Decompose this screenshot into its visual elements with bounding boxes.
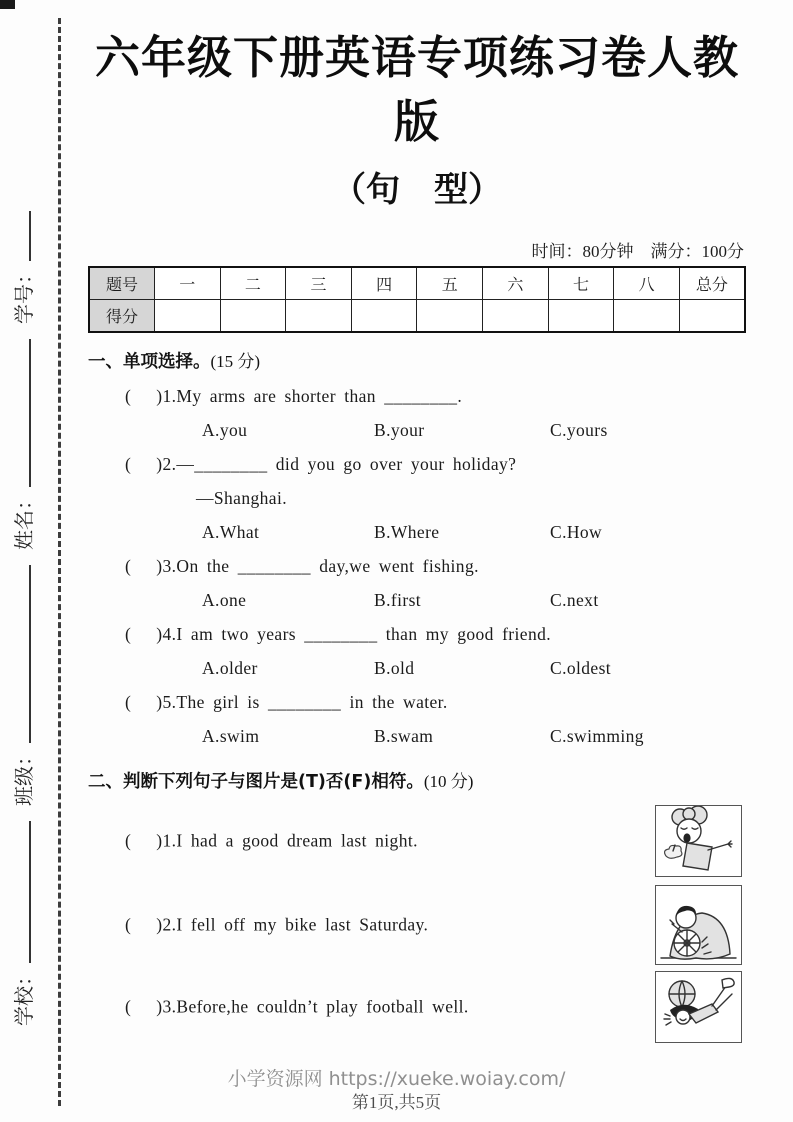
answer-paren-open: ( bbox=[125, 914, 132, 935]
answer-paren-open: ( bbox=[125, 556, 132, 576]
judge-question-1 bbox=[88, 799, 746, 883]
question-line bbox=[88, 379, 746, 413]
score-cell bbox=[417, 300, 483, 333]
section1-points: (15 分) bbox=[210, 352, 261, 371]
score-cell bbox=[679, 300, 745, 333]
mc-question-5 bbox=[88, 685, 746, 753]
yawning-girl-illustration bbox=[655, 805, 742, 877]
option-a: A.What bbox=[202, 522, 260, 542]
page-title: 六年级下册英语专项练习卷人教版 bbox=[94, 33, 739, 147]
bike-fall-illustration bbox=[655, 885, 742, 965]
question-number: 5. bbox=[162, 692, 177, 712]
question-line bbox=[88, 685, 746, 719]
question-line bbox=[88, 617, 746, 651]
col-header-3: 三 bbox=[286, 267, 352, 300]
answer-paren-close: ) bbox=[156, 454, 163, 474]
question-number: 1. bbox=[162, 830, 177, 851]
question-number: 1. bbox=[162, 386, 177, 406]
question-number-label-cell: 题号 bbox=[89, 267, 155, 300]
score-cell bbox=[351, 300, 417, 333]
question-text: —________ did you go over your holiday? bbox=[176, 454, 517, 474]
score-cell bbox=[220, 300, 286, 333]
section1-heading-text: 一、单项选择。 bbox=[88, 352, 211, 372]
class-blank-line bbox=[9, 565, 31, 743]
option-b: B.old bbox=[374, 658, 415, 678]
score-cell bbox=[286, 300, 352, 333]
school-blank-line bbox=[9, 821, 31, 963]
question-text: The girl is ________ in the water. bbox=[176, 692, 448, 712]
student-number-label: 学号： bbox=[14, 264, 36, 324]
score-table bbox=[88, 266, 746, 333]
score-cell bbox=[614, 300, 680, 333]
page-footer bbox=[0, 1066, 793, 1114]
options-row bbox=[88, 515, 746, 549]
answer-paren-close: ) bbox=[156, 996, 163, 1017]
col-header-4: 四 bbox=[351, 267, 417, 300]
name-blank-line bbox=[9, 339, 31, 487]
page-subtitle: （句 型） bbox=[332, 172, 502, 209]
col-header-6: 六 bbox=[483, 267, 549, 300]
options-row bbox=[88, 651, 746, 685]
question-number: 3. bbox=[162, 556, 177, 576]
col-header-7: 七 bbox=[548, 267, 614, 300]
question-text: My arms are shorter than ________. bbox=[176, 386, 463, 406]
time-score-info: 时间：80分钟 满分：100分 bbox=[531, 242, 744, 261]
question-text: I am two years ________ than my good friend. bbox=[176, 624, 552, 644]
score-label-cell: 得分 bbox=[89, 300, 155, 333]
student-info-sidebar bbox=[8, 168, 42, 1062]
question-text: I fell off my bike last Saturday. bbox=[176, 914, 429, 935]
question-line bbox=[88, 831, 418, 852]
basketball-dive-illustration bbox=[655, 971, 742, 1043]
judge-question-2 bbox=[88, 883, 746, 967]
question-text: Before,he couldn’t play football well. bbox=[176, 996, 469, 1017]
options-row bbox=[88, 719, 746, 753]
score-cell bbox=[548, 300, 614, 333]
seal-dashed-line bbox=[58, 18, 61, 1106]
question-number: 4. bbox=[162, 624, 177, 644]
answer-paren-open: ( bbox=[125, 454, 132, 474]
answer-paren-open: ( bbox=[125, 830, 132, 851]
scan-artifact-corner bbox=[0, 0, 15, 9]
option-b: B.your bbox=[374, 420, 425, 440]
question-line bbox=[88, 915, 428, 936]
score-table-header-row bbox=[89, 267, 745, 300]
question-text: I had a good dream last night. bbox=[176, 830, 418, 851]
question-number: 2. bbox=[162, 914, 177, 935]
col-header-8: 八 bbox=[614, 267, 680, 300]
school-label: 学校： bbox=[14, 966, 36, 1026]
option-c: C.yours bbox=[550, 420, 608, 440]
question-number: 2. bbox=[162, 454, 177, 474]
mc-question-1 bbox=[88, 379, 746, 447]
question-text: On the ________ day,we went fishing. bbox=[176, 556, 479, 576]
mc-question-2 bbox=[88, 447, 746, 549]
col-header-1: 一 bbox=[155, 267, 221, 300]
question-line bbox=[88, 447, 746, 481]
mc-question-3 bbox=[88, 549, 746, 617]
source-site-url: 小学资源网 https://xueke.woiay.com/ bbox=[227, 1068, 566, 1090]
score-cell bbox=[155, 300, 221, 333]
score-cell bbox=[483, 300, 549, 333]
answer-paren-open: ( bbox=[125, 624, 132, 644]
option-c: C.swimming bbox=[550, 726, 644, 746]
answer-paren-close: ) bbox=[156, 692, 163, 712]
section2-points: (10 分) bbox=[423, 772, 474, 791]
option-b: B.Where bbox=[374, 522, 440, 542]
answer-paren-close: ) bbox=[156, 830, 163, 851]
answer-paren-open: ( bbox=[125, 692, 132, 712]
answer-paren-close: ) bbox=[156, 556, 163, 576]
option-c: C.How bbox=[550, 522, 603, 542]
section2-heading-text: 二、判断下列句子与图片是(T)否(F)相符。 bbox=[88, 772, 424, 792]
answer-paren-close: ) bbox=[156, 624, 163, 644]
question-line bbox=[88, 549, 746, 583]
judge-question-3 bbox=[88, 967, 746, 1047]
option-b: B.first bbox=[374, 590, 422, 610]
option-c: C.oldest bbox=[550, 658, 612, 678]
score-table-score-row bbox=[89, 300, 745, 333]
option-b: B.swam bbox=[374, 726, 434, 746]
options-row bbox=[88, 583, 746, 617]
col-header-2: 二 bbox=[220, 267, 286, 300]
mc-question-4 bbox=[88, 617, 746, 685]
option-a: A.one bbox=[202, 590, 247, 610]
main-content bbox=[88, 26, 746, 1047]
question-reply-line: —Shanghai. bbox=[196, 488, 288, 508]
answer-paren-open: ( bbox=[125, 996, 132, 1017]
option-a: A.swim bbox=[202, 726, 260, 746]
section2-heading bbox=[88, 765, 746, 799]
question-number: 3. bbox=[162, 996, 177, 1017]
col-header-total: 总分 bbox=[679, 267, 745, 300]
option-a: A.you bbox=[202, 420, 248, 440]
page-number-info: 第1页,共5页 bbox=[351, 1093, 442, 1112]
student-number-blank-line bbox=[9, 211, 31, 261]
answer-paren-close: ) bbox=[156, 386, 163, 406]
col-header-5: 五 bbox=[417, 267, 483, 300]
option-c: C.next bbox=[550, 590, 599, 610]
options-row bbox=[88, 413, 746, 447]
answer-paren-close: ) bbox=[156, 914, 163, 935]
section1-heading bbox=[88, 345, 746, 379]
name-label: 姓名： bbox=[14, 490, 36, 550]
class-label: 班级： bbox=[14, 746, 36, 806]
option-a: A.older bbox=[202, 658, 258, 678]
question-line bbox=[88, 997, 469, 1018]
answer-paren-open: ( bbox=[125, 386, 132, 406]
